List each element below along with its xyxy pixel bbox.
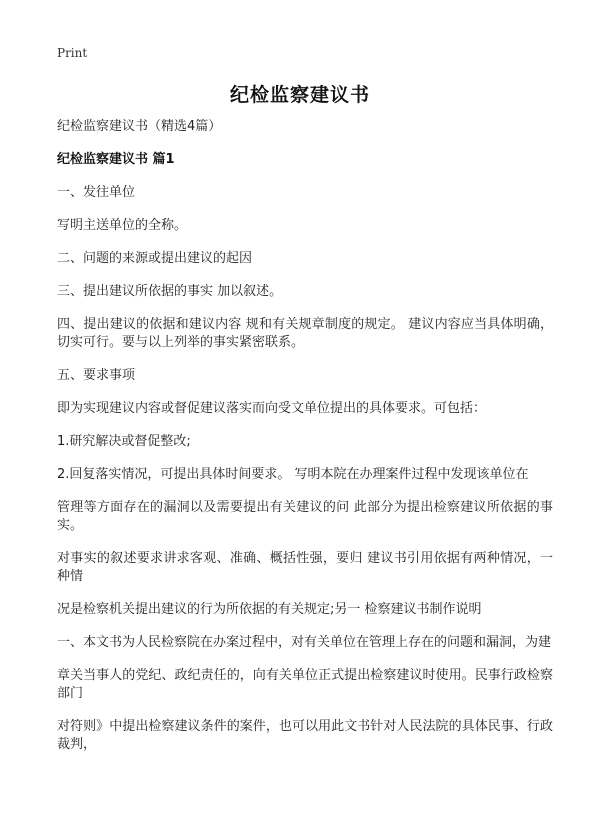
- paragraph: 章关当事人的党纪、政纪责任的，向有关单位正式提出检察建议时使用。民事行政检察部门: [57, 668, 553, 701]
- paragraph: 管理等方面存在的漏洞以及需要提出有关建议的问 此部分为提出检察建议所依据的事实。: [57, 500, 553, 533]
- document-title: 纪检监察建议书: [229, 84, 370, 106]
- paragraph: 对事实的叙述要求讲求客观、准确、概括性强，要归 建议书引用依据有两种情况，一种情: [57, 551, 553, 584]
- section-heading: 纪检监察建议书 篇1: [57, 152, 175, 167]
- paragraph: 三、提出建议所依据的事实 加以叙述。: [57, 284, 283, 299]
- paragraph: 即为实现建议内容或督促建议落实而向受文单位提出的具体要求。可包括：: [57, 401, 487, 416]
- paragraph: 二、问题的来源或提出建议的起因: [57, 251, 253, 266]
- paragraph: 一、本文书为人民检察院在办案过程中，对有关单位在管理上存在的问题和漏洞，为建: [57, 635, 552, 650]
- paragraph: 一、发往单位: [57, 185, 136, 200]
- document-subtitle: 纪检监察建议书（精选4篇）: [57, 119, 222, 134]
- paragraph: 四、提出建议的依据和建议内容 规和有关规章制度的规定。 建议内容应当具体明确，切实可行。要与以上列举的事实紧密联系。: [57, 317, 553, 350]
- print-label: Print: [57, 46, 88, 60]
- paragraph: 写明主送单位的全称。: [57, 218, 188, 233]
- paragraph: 2.回复落实情况，可提出具体时间要求。 写明本院在办理案件过程中发现该单位在: [57, 467, 529, 482]
- paragraph: 对符则》中提出检察建议条件的案件，也可以用此文书针对人民法院的具体民事、行政裁判，: [57, 719, 553, 752]
- paragraph: 况是检察机关提出建议的行为所依据的有关规定;另一 检察建议书制作说明: [57, 602, 482, 617]
- document-body: [57, 118, 553, 769]
- paragraph: 1.研究解决或督促整改;: [57, 434, 191, 449]
- paragraph: 五、要求事项: [57, 368, 136, 383]
